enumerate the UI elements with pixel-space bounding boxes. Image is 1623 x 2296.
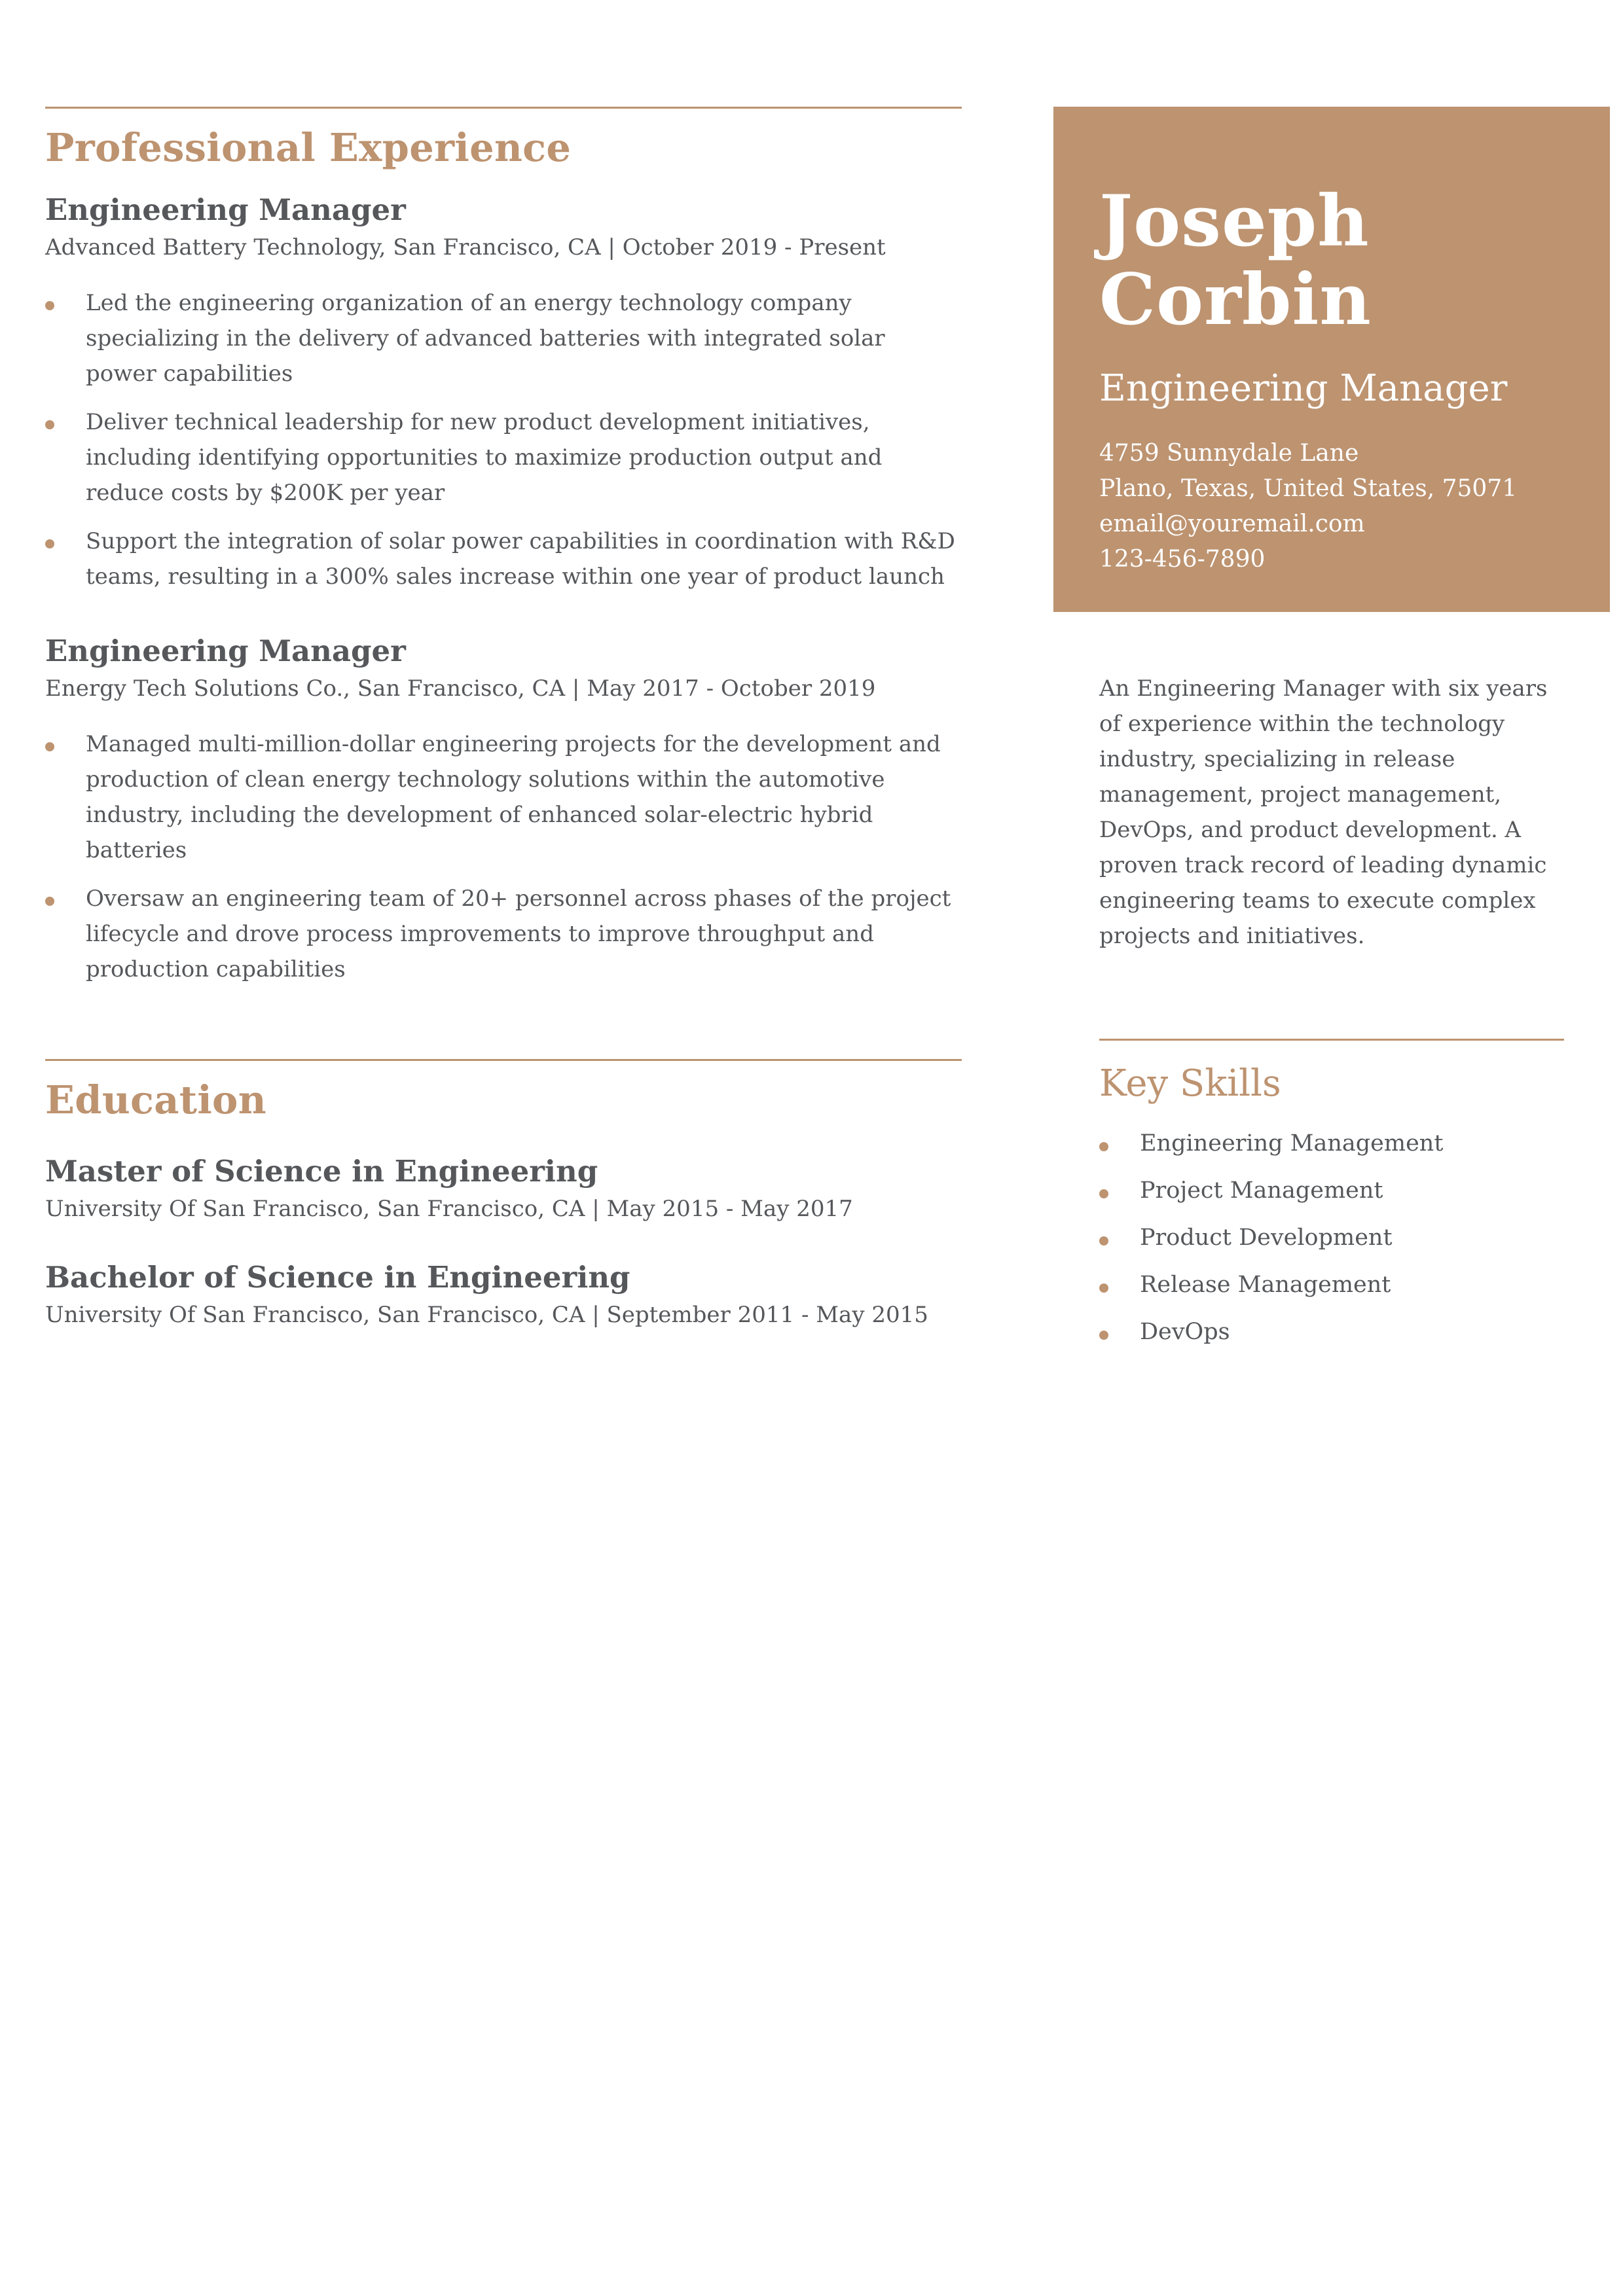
job-meta: Energy Tech Solutions Co., San Francisco, CA | May 2017 - October 2019 [45, 675, 876, 702]
degree-meta: University Of San Francisco, San Francisco, CA | May 2015 - May 2017 [45, 1196, 853, 1222]
phone-number: 123-456-7890 [1099, 546, 1266, 573]
experience-section [45, 107, 962, 987]
bullet-dot-icon [1099, 1331, 1108, 1340]
bullet-text: Support the integration of solar power capabilities in coordination with R&D teams, resulting in a 300% sales increase within one year of product launch [86, 528, 955, 590]
skill-text: Project Management [1140, 1177, 1383, 1204]
skill-item [1099, 1128, 1567, 1158]
bullet-dot-icon [1099, 1189, 1108, 1198]
first-name: Joseph [1099, 180, 1370, 262]
profile-summary: An Engineering Manager with six years of experience within the technology industry, specializing in release management, project management, DevOps, and product development. A proven track record of leading dynamic engineering teams to execute complex projects and initiatives. [1099, 675, 1548, 949]
bullet-text: Led the engineering organization of an energy technology company specializing in the delivery of advanced batteries with integrated solar power capabilities [86, 290, 885, 387]
left-column [45, 107, 962, 1333]
bullet-dot-icon [45, 301, 54, 310]
skills-list [1099, 1128, 1567, 1347]
degree-title: Bachelor of Science in Engineering [45, 1260, 630, 1295]
right-column [1099, 671, 1567, 1364]
education-heading: Education [45, 1077, 266, 1122]
address-line-1: 4759 Sunnydale Lane [1099, 440, 1359, 467]
bullet-text: Managed multi-million-dollar engineering projects for the development and production of clean energy technology solutions within the automotive industry, including the development of enhanced solar-electric hybrid batteries [86, 731, 941, 863]
address-line-2: Plano, Texas, United States, 75071 [1099, 475, 1518, 502]
bullet-text: Oversaw an engineering team of 20+ personnel across phases of the project lifecycle and drove process improvements to improve throughput and production capabilities [86, 886, 951, 982]
bullet-dot-icon [45, 539, 54, 548]
experience-heading: Professional Experience [45, 125, 572, 170]
contact-info [1099, 436, 1584, 577]
bullet-dot-icon [45, 420, 54, 429]
skill-text: Engineering Management [1140, 1130, 1444, 1157]
skill-text: Release Management [1140, 1272, 1391, 1298]
skill-item [1099, 1270, 1567, 1300]
bullet-item [45, 285, 962, 391]
degree-entry [45, 1259, 962, 1333]
job-title: Engineering Manager [45, 192, 406, 227]
job-bullets [45, 285, 962, 594]
job-bullets [45, 726, 962, 987]
section-divider [45, 107, 962, 109]
email-link[interactable]: email@youremail.com [1099, 511, 1365, 537]
bullet-item [45, 404, 962, 511]
skills-heading: Key Skills [1099, 1062, 1281, 1105]
bullet-item [45, 726, 962, 868]
skill-item [1099, 1317, 1567, 1347]
bullet-dot-icon [45, 742, 54, 751]
bullet-dot-icon [1099, 1236, 1108, 1246]
bullet-dot-icon [1099, 1142, 1108, 1151]
bullet-item [45, 524, 962, 594]
bullet-dot-icon [45, 897, 54, 906]
bullet-dot-icon [1099, 1283, 1108, 1293]
job-entry [45, 632, 962, 987]
skill-text: Product Development [1140, 1225, 1393, 1251]
role-title: Engineering Manager [1099, 367, 1508, 410]
job-entry [45, 191, 962, 594]
last-name: Corbin [1099, 259, 1372, 341]
section-divider [45, 1059, 962, 1061]
job-title: Engineering Manager [45, 634, 406, 668]
degree-entry [45, 1153, 962, 1227]
job-meta: Advanced Battery Technology, San Francisco, CA | October 2019 - Present [45, 234, 886, 260]
education-section [45, 1059, 962, 1333]
skill-item [1099, 1175, 1567, 1206]
section-divider [1099, 1039, 1564, 1041]
skill-item [1099, 1223, 1567, 1253]
degree-title: Master of Science in Engineering [45, 1154, 598, 1189]
name-header-box [1053, 107, 1610, 612]
bullet-item [45, 881, 962, 987]
skill-text: DevOps [1140, 1319, 1230, 1345]
degree-meta: University Of San Francisco, San Francisco, CA | September 2011 - May 2015 [45, 1302, 928, 1328]
bullet-text: Deliver technical leadership for new product development initiatives, including identifying opportunities to maximize production output and reduce costs by $200K per year [86, 409, 883, 506]
